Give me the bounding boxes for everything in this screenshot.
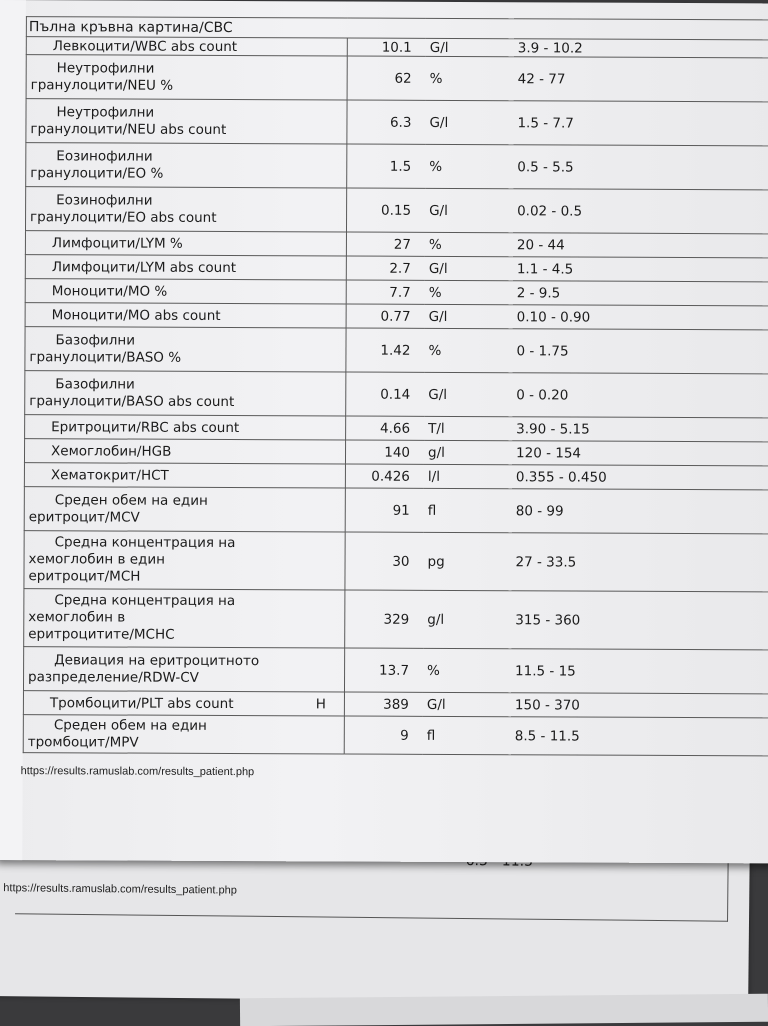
table-row — [25, 303, 768, 330]
test-unit: % — [426, 56, 514, 100]
test-name — [25, 415, 346, 440]
reference-range: 27 - 33.5 — [511, 533, 768, 592]
test-value: 0.77 — [346, 304, 425, 328]
reference-range: 0.355 - 0.450 — [512, 465, 768, 490]
table-row — [24, 463, 768, 490]
table-row — [24, 439, 768, 466]
test-name — [26, 55, 347, 100]
test-unit: G/l — [423, 692, 511, 716]
test-unit: G/l — [425, 100, 513, 144]
back-strip — [240, 994, 768, 1026]
test-value: 13.7 — [344, 648, 423, 692]
test-value: 9 — [344, 716, 423, 754]
test-unit: g/l — [423, 590, 511, 648]
test-name-line: Базофилни — [55, 331, 136, 349]
test-name-line: Неутрофилни — [56, 59, 155, 77]
test-value: 62 — [347, 56, 426, 100]
reference-range: 0.5 - 5.5 — [513, 145, 768, 190]
test-name — [25, 279, 346, 304]
reference-range: 3.90 - 5.15 — [512, 417, 768, 442]
test-name-line: Моноцити/MO abs count — [51, 306, 221, 324]
test-name-line: Среден обем на един — [54, 491, 208, 509]
test-name-line: Девиация на еритроцитното — [54, 651, 260, 669]
table-row — [24, 487, 768, 534]
test-name-line: гранулоцити/BASO % — [29, 348, 182, 366]
test-name-line: хемоглобин в един — [28, 551, 166, 568]
table-row — [25, 371, 768, 418]
test-value: 329 — [345, 590, 424, 648]
table-row — [25, 279, 768, 306]
test-name — [25, 303, 346, 328]
test-name-line: тромбоцит/MPV — [27, 733, 139, 751]
reference-range: 11.5 - 15 — [511, 649, 768, 694]
test-name — [23, 647, 344, 692]
test-value: 0.15 — [346, 188, 425, 232]
back-url: https://results.ramuslab.com/results_patient.php — [3, 882, 237, 897]
cbc-table — [23, 16, 768, 756]
test-value: 30 — [345, 532, 424, 590]
reference-range: 150 - 370 — [511, 693, 768, 718]
test-value: 6.3 — [347, 100, 426, 144]
reference-range: 315 - 360 — [511, 591, 768, 650]
test-name-line: Средна концентрация на — [54, 592, 236, 610]
test-name-line: Левкоцити/WBC abs count — [52, 37, 238, 55]
table-row — [25, 415, 768, 442]
test-unit: G/l — [425, 256, 513, 280]
test-name-line: Моноцити/MO % — [51, 282, 168, 300]
table-row — [25, 255, 768, 282]
test-unit: fl — [424, 488, 512, 532]
section-title: Пълна кръвна картина/CBC — [26, 17, 768, 40]
table-row — [26, 99, 768, 146]
test-unit: % — [425, 232, 513, 256]
test-name-line: еритроцит/MCH — [28, 568, 141, 585]
test-name — [24, 531, 345, 590]
test-name-line: гранулоцити/EO % — [30, 164, 164, 182]
table-row — [23, 691, 768, 718]
reference-range: 1.5 - 7.7 — [513, 101, 768, 146]
test-name-line: Хемоглобин/HGB — [50, 442, 172, 460]
test-name-line: Хематокрит/HCT — [50, 466, 169, 484]
reference-range: 0.10 - 0.90 — [513, 305, 768, 330]
test-name-line: Еозинофилни — [56, 191, 153, 209]
test-value: 91 — [345, 488, 424, 532]
table-row — [24, 589, 768, 650]
test-unit: G/l — [426, 38, 514, 56]
test-value: 27 — [346, 232, 425, 256]
test-value: 140 — [345, 440, 424, 464]
test-unit: fl — [423, 716, 511, 754]
table-row — [23, 715, 768, 756]
test-name — [23, 715, 344, 754]
test-name — [24, 463, 345, 488]
reference-range: 80 - 99 — [512, 489, 768, 534]
reference-range: 0.02 - 0.5 — [513, 189, 768, 234]
table-row — [25, 231, 768, 258]
test-unit: l/l — [424, 464, 512, 488]
test-value: 389 — [344, 692, 423, 716]
test-value: 0.14 — [346, 372, 425, 416]
abnormal-flag: H — [315, 695, 326, 712]
test-value: 7.7 — [346, 280, 425, 304]
test-name — [24, 589, 345, 648]
reference-range: 1.1 - 4.5 — [513, 257, 768, 282]
reference-range: 20 - 44 — [513, 233, 768, 258]
reference-range: 120 - 154 — [512, 441, 768, 466]
test-name — [24, 439, 345, 464]
test-unit: G/l — [425, 304, 513, 328]
test-name-line: Еозинофилни — [56, 147, 153, 165]
reference-range: 0 - 1.75 — [512, 329, 768, 374]
test-name — [25, 327, 346, 372]
test-name-line: гранулоцити/BASO abs count — [29, 392, 235, 410]
reference-range: 0 - 0.20 — [512, 373, 768, 418]
test-name-line: Базофилни — [55, 375, 135, 393]
test-value: 1.5 — [347, 144, 426, 188]
reference-range: 2 - 9.5 — [513, 281, 768, 306]
test-unit: G/l — [424, 372, 512, 416]
test-unit: g/l — [424, 440, 512, 464]
test-value: 10.1 — [347, 38, 426, 56]
test-name — [26, 143, 347, 188]
test-name — [23, 691, 344, 716]
reference-range: 42 - 77 — [514, 57, 768, 102]
test-name-line: гранулоцити/NEU % — [30, 76, 174, 94]
table-row — [26, 143, 768, 190]
test-name-line: разпределение/RDW-CV — [28, 668, 199, 686]
test-name — [26, 37, 347, 56]
test-name — [25, 371, 346, 416]
test-value: 1.42 — [346, 328, 425, 372]
table-row — [26, 55, 768, 102]
test-name-line: Среден обем на един — [53, 716, 207, 734]
reference-range: 8.5 - 11.5 — [511, 717, 768, 756]
test-unit: T/l — [424, 416, 512, 440]
test-name-line: Тромбоцити/PLT abs count — [49, 694, 234, 712]
test-unit: pg — [423, 532, 511, 590]
table-row — [25, 327, 768, 374]
table-row — [25, 187, 768, 234]
test-name-line: гранулоцити/NEU abs count — [30, 120, 227, 138]
test-name-line: Средна концентрация на — [54, 534, 236, 552]
test-value: 2.7 — [346, 256, 425, 280]
test-name — [25, 255, 346, 280]
test-name — [24, 487, 345, 532]
test-unit: % — [425, 280, 513, 304]
test-name-line: Неутрофилни — [56, 103, 155, 121]
test-name-line: Лимфоцити/LYM % — [51, 234, 183, 252]
test-name-line: еритроцит/MCV — [28, 508, 140, 526]
test-name — [25, 187, 346, 232]
test-name-line: гранулоцити/EO abs count — [30, 208, 217, 226]
test-unit: % — [423, 648, 511, 692]
page-url: https://results.ramuslab.com/results_patient.php — [20, 765, 255, 779]
test-name-line: хемоглобин в — [28, 609, 126, 626]
test-name-line: Лимфоцити/LYM abs count — [51, 258, 237, 276]
test-name — [26, 99, 347, 144]
reference-range: 3.9 - 10.2 — [514, 39, 768, 58]
test-unit: % — [424, 328, 512, 372]
test-value: 0.426 — [345, 464, 424, 488]
test-unit: % — [425, 144, 513, 188]
test-value: 4.66 — [346, 416, 425, 440]
table-row — [24, 531, 768, 592]
table-row — [23, 647, 768, 694]
test-name — [25, 231, 346, 256]
test-name-line: Еритроцити/RBC abs count — [51, 418, 240, 436]
test-name-line: еритроцитите/MCHC — [28, 626, 175, 643]
test-unit: G/l — [425, 188, 513, 232]
